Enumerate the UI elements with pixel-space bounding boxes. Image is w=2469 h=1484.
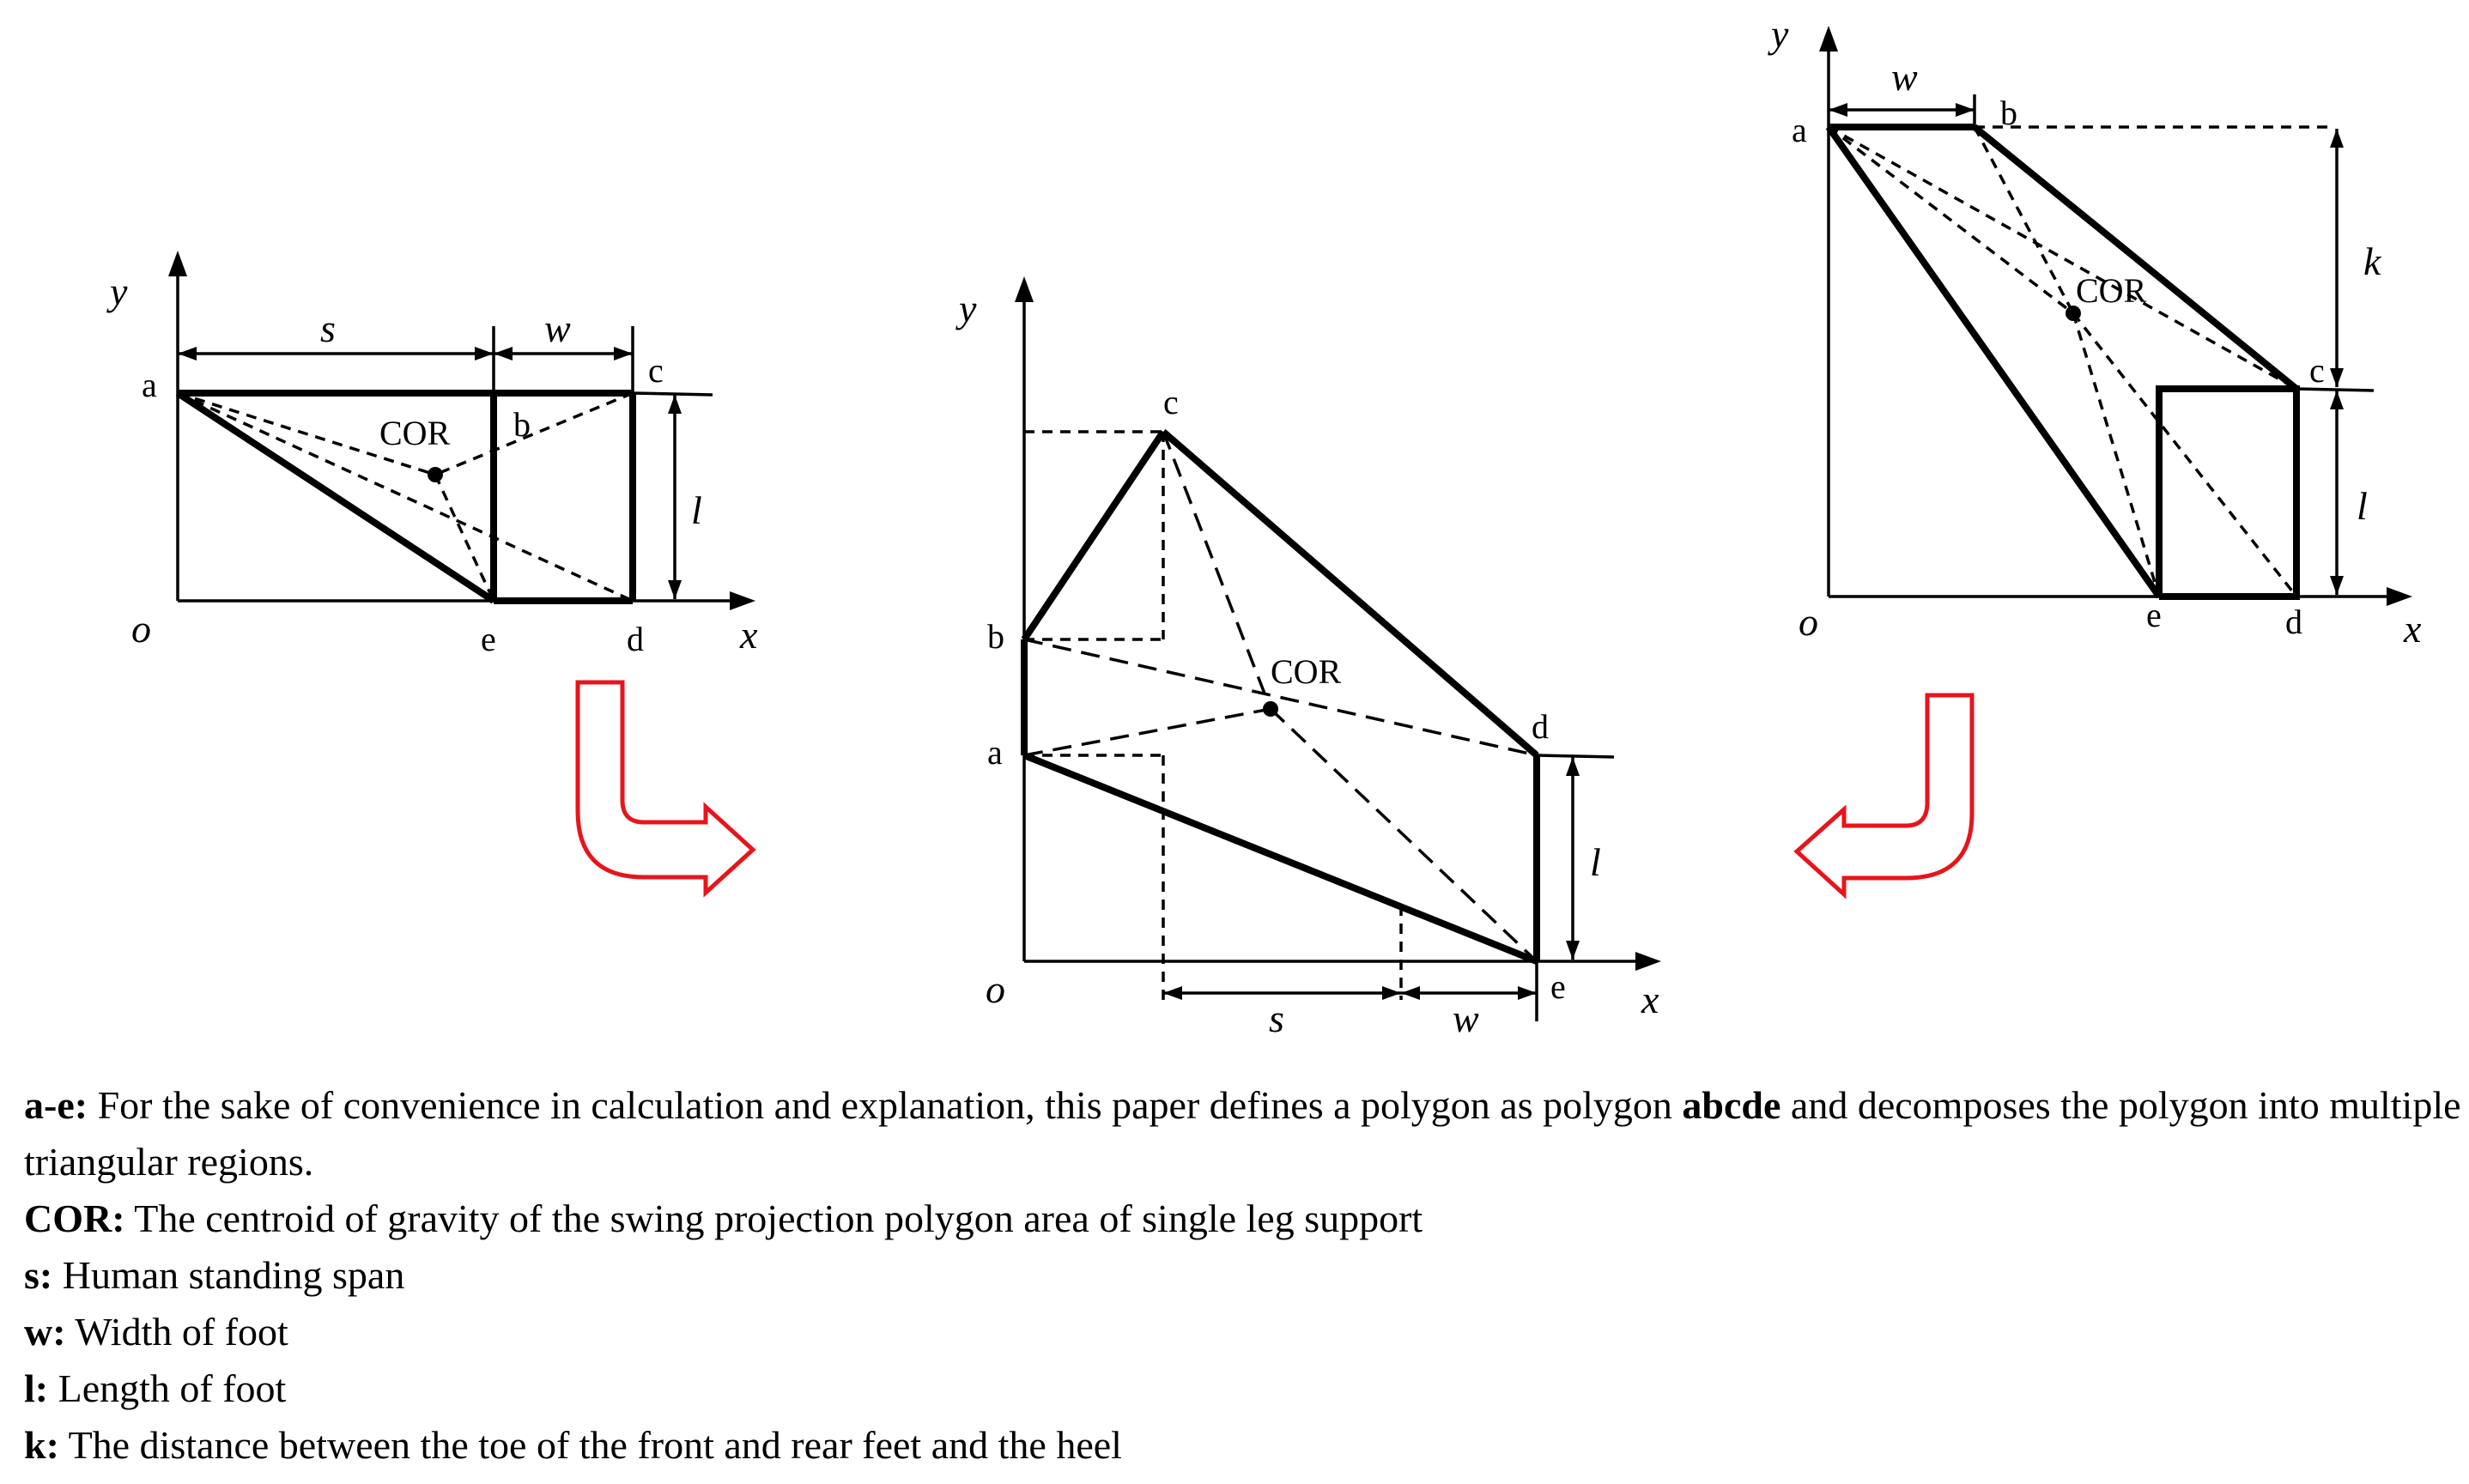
- legend-line-w: [24, 1304, 2462, 1360]
- left-dim-s-arrow-start: [178, 347, 197, 360]
- legend-key: k:: [24, 1423, 59, 1467]
- legend-text: Length of foot: [48, 1366, 287, 1410]
- middle-dim-s-label: s: [1269, 996, 1284, 1040]
- legend-line-a-e: [24, 1077, 2462, 1190]
- middle-y-axis-arrow: [1015, 276, 1034, 302]
- right-dim-w-arrow-end: [1956, 103, 1975, 117]
- middle-dim-s-arrow-start: [1163, 986, 1182, 1000]
- right-diag-a-cor: [1829, 127, 2073, 313]
- middle-d-extension: [1537, 755, 1614, 757]
- left-dim-w-label: w: [544, 306, 571, 350]
- right-diag-cor-e: [2073, 313, 2159, 597]
- legend-text: For the sake of convenience in calculation and explanation, this paper defines a polygon as polygon: [88, 1083, 1683, 1127]
- left-point-b: b: [513, 405, 531, 444]
- right-point-a: a: [1792, 111, 1807, 149]
- middle-point-c: c: [1163, 383, 1179, 421]
- right-point-c: c: [2309, 351, 2325, 390]
- right-x-axis-arrow: [2387, 587, 2412, 606]
- legend-key: w:: [24, 1310, 66, 1354]
- middle-diag-a-cor: [1024, 709, 1271, 755]
- legend-text-cont: and decomposes the polygon into multiple triangular regions.: [24, 1083, 2461, 1184]
- left-dim-l-label: l: [691, 488, 702, 532]
- middle-point-a: a: [987, 733, 1003, 772]
- legend-bold-term: abcde: [1682, 1083, 1781, 1127]
- right-edge-bc: [1975, 127, 2296, 389]
- right-dim-l-arrow-bottom: [2330, 576, 2344, 595]
- right-c-extension: [2296, 389, 2374, 391]
- middle-x-label: x: [1641, 978, 1659, 1021]
- middle-point-b: b: [987, 617, 1004, 656]
- legend-text: Width of foot: [65, 1310, 288, 1354]
- left-diag-c-cor: [435, 393, 633, 475]
- left-x-axis-arrow: [730, 591, 755, 610]
- right-origin-label: o: [1799, 600, 1818, 644]
- middle-dim-w-arrow-end: [1518, 986, 1537, 1000]
- left-panel: [106, 251, 758, 658]
- left-x-label: x: [740, 613, 758, 657]
- left-dim-s-label: s: [320, 306, 336, 350]
- right-cor-label: COR: [2076, 271, 2147, 310]
- legend-key: l:: [24, 1366, 49, 1410]
- middle-diag-c-cor: [1163, 432, 1271, 709]
- right-panel: [1768, 12, 2422, 651]
- right-dim-k-label: k: [2363, 239, 2381, 283]
- left-dim-s-arrow-end: [475, 347, 494, 360]
- left-dim-l-arrow-bottom: [668, 580, 682, 599]
- right-point-d: d: [2285, 603, 2302, 641]
- legend-text: The distance between the toe of the front and rear feet and the heel: [58, 1423, 1122, 1467]
- legend-line-k: [24, 1417, 2462, 1474]
- right-dim-w-label: w: [1891, 55, 1918, 99]
- middle-dim-w-label: w: [1453, 996, 1479, 1040]
- middle-dim-l-arrow-top: [1566, 757, 1580, 776]
- right-dim-l-arrow-top: [2330, 391, 2344, 409]
- middle-point-e: e: [1550, 967, 1566, 1006]
- middle-x-axis-arrow: [1635, 952, 1661, 971]
- middle-dim-w-arrow-start: [1401, 986, 1420, 1000]
- left-dim-w-arrow-end: [614, 347, 633, 360]
- left-cor-point: [428, 467, 443, 482]
- right-dim-k-arrow-top: [2330, 129, 2344, 148]
- legend: [24, 1077, 2462, 1474]
- left-dim-l-arrow-top: [668, 395, 682, 414]
- right-point-b: b: [2000, 94, 2017, 132]
- right-diag-ac: [1829, 127, 2296, 389]
- middle-panel: [955, 276, 1661, 1040]
- right-x-label: x: [2404, 607, 2422, 651]
- middle-edge-bc: [1024, 432, 1163, 639]
- middle-edge-ae: [1024, 755, 1537, 961]
- legend-line-cor: [24, 1190, 2462, 1247]
- middle-point-d: d: [1532, 707, 1549, 746]
- right-point-e: e: [2146, 596, 2162, 634]
- right-transition-arrow: [1797, 695, 1972, 894]
- legend-key: COR:: [24, 1196, 125, 1240]
- right-dim-w-arrow-start: [1829, 103, 1847, 117]
- middle-cor-label: COR: [1271, 652, 1342, 691]
- left-y-label: y: [110, 270, 128, 313]
- left-origin-label: o: [131, 607, 151, 651]
- legend-line-l: [24, 1360, 2462, 1417]
- legend-line-s: [24, 1247, 2462, 1304]
- right-dim-l-label: l: [2357, 484, 2368, 528]
- middle-dim-l-arrow-bottom: [1566, 941, 1580, 960]
- right-edge-ae: [1829, 127, 2159, 597]
- middle-dim-s-arrow-end: [1382, 986, 1401, 1000]
- right-diag-b-cor: [1975, 127, 2073, 313]
- right-diag-cor-d: [2073, 313, 2296, 597]
- left-transition-arrow: [578, 682, 753, 893]
- middle-cor-point: [1263, 701, 1278, 717]
- left-point-e: e: [481, 620, 496, 658]
- left-point-c: c: [648, 351, 664, 390]
- middle-dim-l-label: l: [1590, 840, 1601, 884]
- legend-key: a-e:: [24, 1083, 88, 1127]
- right-y-axis-arrow: [1819, 26, 1838, 51]
- middle-y-label: y: [959, 287, 977, 330]
- left-point-a: a: [142, 366, 157, 404]
- right-dim-k-arrow-bottom: [2330, 368, 2344, 387]
- legend-text: The centroid of gravity of the swing projection polygon area of single leg support: [124, 1196, 1423, 1240]
- middle-origin-label: o: [986, 967, 1005, 1011]
- legend-text: Human standing span: [52, 1253, 405, 1297]
- left-dim-w-arrow-start: [494, 347, 513, 360]
- legend-key: s:: [24, 1253, 53, 1297]
- left-y-axis-arrow: [168, 251, 187, 276]
- right-y-label: y: [1771, 12, 1789, 56]
- left-point-d: d: [627, 620, 644, 658]
- middle-edge-cd: [1163, 432, 1537, 755]
- left-c-extension: [633, 393, 713, 395]
- right-foot-rect: [2159, 389, 2296, 597]
- left-cor-label: COR: [379, 414, 451, 452]
